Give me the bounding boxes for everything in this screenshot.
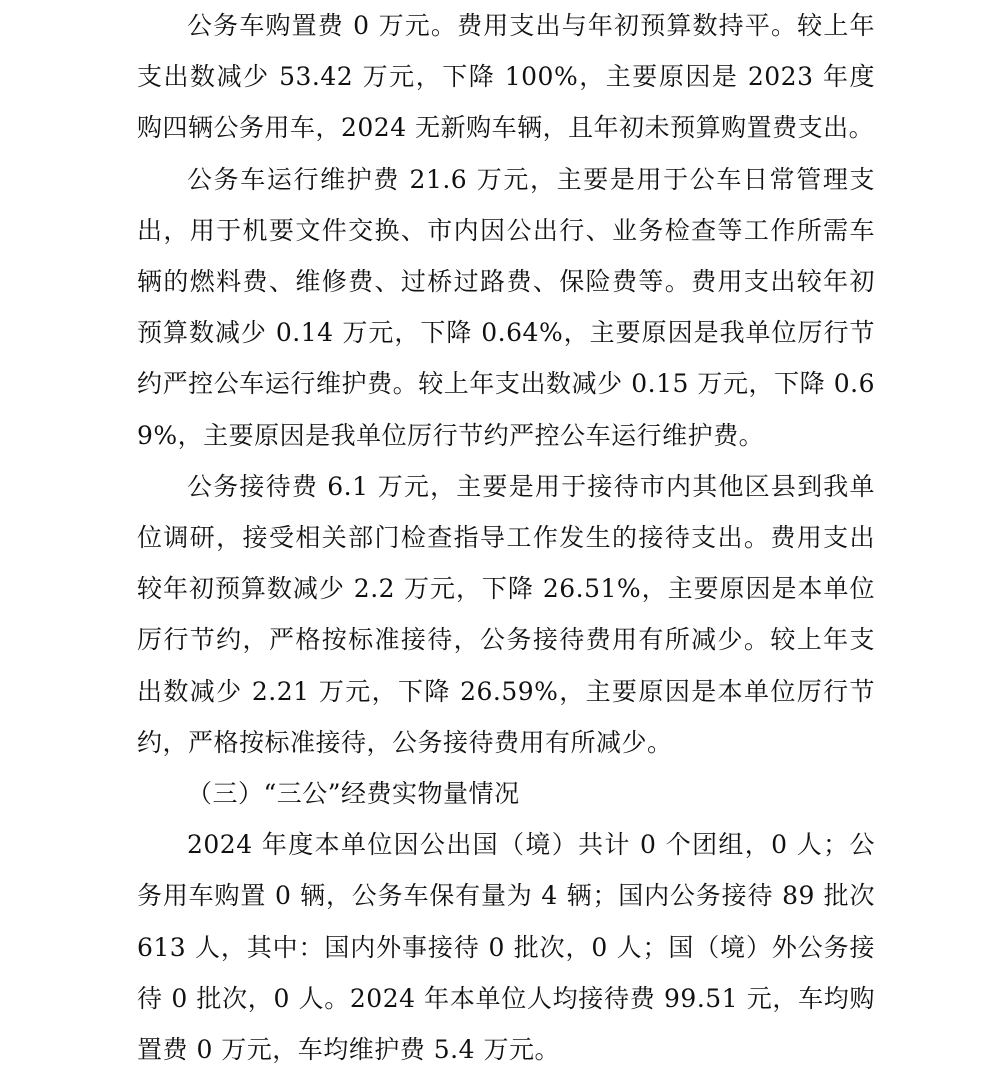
section-heading: （三）“三公”经费实物量情况 — [187, 779, 520, 809]
paragraph-vehicle-maintenance: 公务车运行维护费 21.6 万元，主要是用于公车日常管理支出，用于机要文件交换、市内因公出行、业务检查等工作所需车辆的燃料费、维修费、过桥过路费、保险费等。费用支出较年初预算数减少 0.14 万元，下降 0.64%，主要原因是我单位厉行节约严控公车运行维护费。较上年支出数减少 0.15 万元，下降 0.69%，主要原因是我单位厉行节约严控公车运行维护费。 — [137, 164, 875, 450]
paragraph-physical-quantities: 2024 年度本单位因公出国（境）共计 0 个团组，0 人；公务用车购置 0 辆，公务车保有量为 4 辆；国内公务接待 89 批次 613 人，其中：国内外事接待 0 批次，0 人；国（境）外公务接待 0 批次，0 人。2024 年本单位人均接待费 99.51 元，车均购置费 0 万元，车均维护费 5.4 万元。 — [137, 830, 875, 1065]
paragraph-vehicle-purchase: 公务车购置费 0 万元。费用支出与年初预算数持平。较上年支出数减少 53.42 万元，下降 100%，主要原因是 2023 年度购四辆公务用车，2024 无新购车辆，且年初未预算购置费支出。 — [137, 11, 875, 143]
document-page — [137, 0, 875, 1075]
paragraph-reception-expense: 公务接待费 6.1 万元，主要是用于接待市内其他区县到我单位调研，接受相关部门检查指导工作发生的接待支出。费用支出较年初预算数减少 2.2 万元，下降 26.51%，主要原因是本单位厉行节约，严格按标准接待，公务接待费用有所减少。较上年支出数减少 2.21 万元，下降 26.59%，主要原因是本单位厉行节约，严格按标准接待，公务接待费用有所减少。 — [137, 471, 875, 757]
